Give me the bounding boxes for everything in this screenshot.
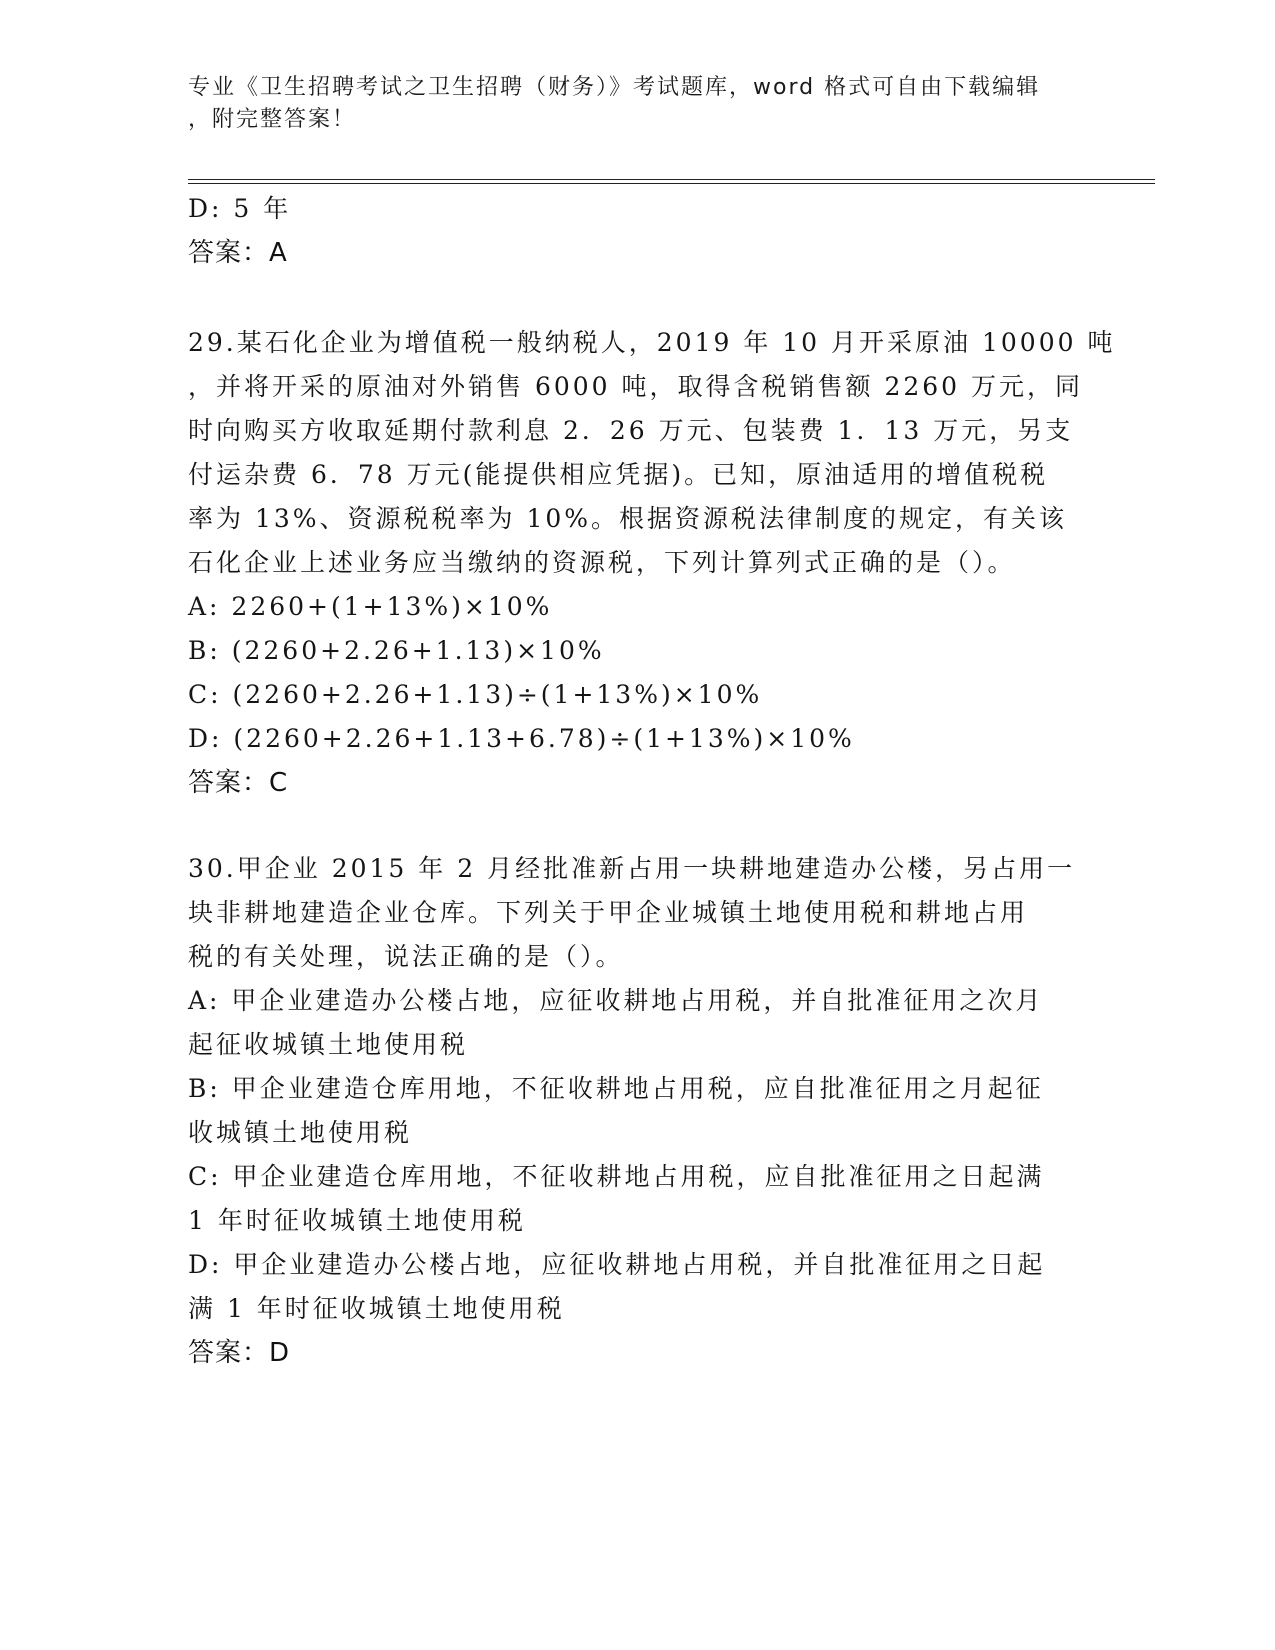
q30-option-b-line-1: B: 甲企业建造仓库用地，不征收耕地占用税，应自批准征用之月起征 bbox=[188, 1074, 1044, 1103]
q30-stem-line-2: 块非耕地建造企业仓库。下列关于甲企业城镇土地使用税和耕地占用 bbox=[188, 898, 1029, 927]
q30-option-d-line-2: 满 1 年时征收城镇土地使用税 bbox=[188, 1294, 565, 1323]
q29-answer: 答案：C bbox=[188, 768, 289, 798]
q30-option-a-line-1: A: 甲企业建造办公楼占地，应征收耕地占用税，并自批准征用之次月 bbox=[188, 986, 1044, 1015]
q29-option-c: C: (2260+2.26+1.13)÷(1+13%)×10% bbox=[188, 680, 763, 709]
q29-stem-line-5: 率为 13%、资源税税率为 10%。根据资源税法律制度的规定，有关该 bbox=[188, 504, 1068, 533]
q29-stem-line-1: 29.某石化企业为增值税一般纳税人，2019 年 10 月开采原油 10000 吨 bbox=[188, 328, 1116, 357]
q29-stem-line-6: 石化企业上述业务应当缴纳的资源税，下列计算列式正确的是（）。 bbox=[188, 548, 1016, 577]
prev-answer: 答案：A bbox=[188, 238, 288, 268]
q29-option-d: D: (2260+2.26+1.13+6.78)÷(1+13%)×10% bbox=[188, 724, 855, 753]
q29-option-a: A: 2260+(1+13%)×10% bbox=[188, 592, 553, 621]
q30-answer: 答案：D bbox=[188, 1338, 291, 1368]
q30-option-b-line-2: 收城镇土地使用税 bbox=[188, 1118, 413, 1147]
q29-stem-line-2: ，并将开采的原油对外销售 6000 吨，取得含税销售额 2260 万元，同 bbox=[188, 372, 1084, 401]
document-header bbox=[188, 72, 1088, 136]
q30-stem-line-1: 30.甲企业 2015 年 2 月经批准新占用一块耕地建造办公楼，另占用一 bbox=[188, 854, 1076, 883]
q30-option-a-line-2: 起征收城镇土地使用税 bbox=[188, 1030, 469, 1059]
q30-option-d-line-1: D: 甲企业建造办公楼占地，应征收耕地占用税，并自批准征用之日起 bbox=[188, 1250, 1046, 1279]
q29-stem-line-4: 付运杂费 6．78 万元(能提供相应凭据)。已知，原油适用的增值税税 bbox=[188, 460, 1049, 489]
q30-stem-line-3: 税的有关处理，说法正确的是（）。 bbox=[188, 942, 624, 971]
prev-option-d: D: 5 年 bbox=[188, 194, 292, 223]
header-line-1: 专业《卫生招聘考试之卫生招聘（财务）》考试题库，word 格式可自由下载编辑 bbox=[188, 75, 1041, 100]
header-rule-top bbox=[188, 179, 1155, 180]
header-rule-bottom bbox=[188, 183, 1155, 184]
header-line-2: ，附完整答案！ bbox=[188, 107, 357, 132]
q29-option-b: B: (2260+2.26+1.13)×10% bbox=[188, 636, 605, 665]
q30-option-c-line-1: C: 甲企业建造仓库用地，不征收耕地占用税，应自批准征用之日起满 bbox=[188, 1162, 1045, 1191]
q29-stem-line-3: 时向购买方收取延期付款利息 2．26 万元、包装费 1．13 万元，另支 bbox=[188, 416, 1074, 445]
q30-option-c-line-2: 1 年时征收城镇土地使用税 bbox=[188, 1206, 526, 1235]
